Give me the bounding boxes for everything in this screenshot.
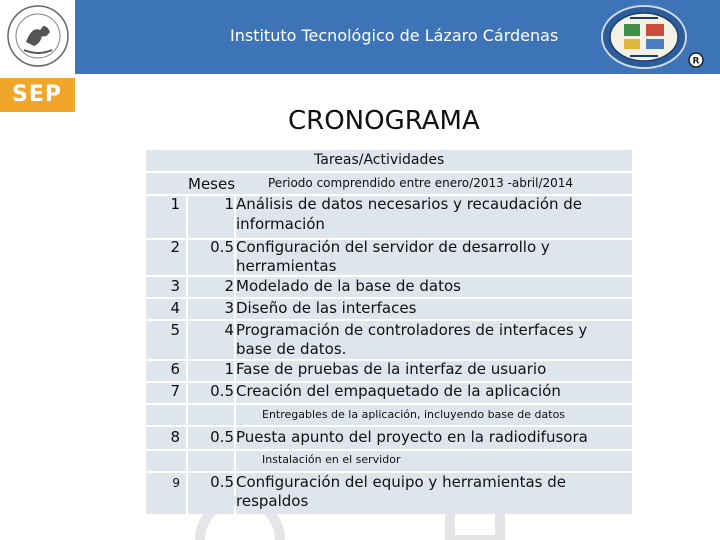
sep-logo-text: SEP	[12, 82, 62, 107]
table-cell	[146, 405, 186, 425]
table-cell	[188, 451, 234, 471]
row-activity: Configuración del servidor de desarrollo y	[236, 238, 550, 256]
section-install: Instalación en el servidor	[262, 453, 401, 466]
row-number: 5	[170, 321, 180, 339]
row-activity: Puesta apunto del proyecto en la radiodifusora	[236, 428, 588, 446]
schedule-table	[146, 150, 632, 514]
institute-logo-icon	[600, 4, 688, 70]
table-header-activities: Tareas/Actividades	[314, 152, 445, 168]
row-duration: 1	[224, 360, 234, 378]
row-activity: Análisis de datos necesarios y recaudación de	[236, 195, 583, 213]
row-duration: 3	[224, 299, 234, 317]
row-duration: 0.5	[210, 382, 234, 400]
row-number: 4	[170, 299, 180, 317]
table-header-period: Periodo comprendido entre enero/2013 -abril/2014	[268, 176, 574, 190]
row-activity-continued: base de datos.	[236, 340, 347, 358]
row-number: 1	[170, 195, 180, 213]
row-duration: 0.5	[210, 428, 234, 446]
sep-logo	[0, 0, 75, 112]
table-cell	[146, 451, 186, 471]
row-activity-continued: información	[236, 215, 325, 233]
mexico-seal-icon	[6, 4, 70, 68]
row-duration: 4	[224, 321, 234, 339]
row-activity-continued: herramientas	[236, 257, 337, 275]
registered-mark-icon	[688, 52, 704, 68]
row-activity: Diseño de las interfaces	[236, 299, 417, 317]
row-activity: Creación del empaquetado de la aplicación	[236, 382, 561, 400]
page-title: CRONOGRAMA	[288, 106, 480, 136]
row-activity: Modelado de la base de datos	[236, 277, 461, 295]
row-activity-continued: respaldos	[236, 492, 309, 510]
row-number: 6	[170, 360, 180, 378]
section-deliverables: Entregables de la aplicación, incluyendo base de datos	[262, 408, 566, 421]
row-activity: Fase de pruebas de la interfaz de usuario	[236, 360, 547, 378]
row-number: 3	[170, 277, 180, 295]
row-number: 9	[172, 476, 180, 490]
row-number: 8	[170, 428, 180, 446]
row-duration: 1	[224, 195, 234, 213]
row-duration: 0.5	[210, 473, 234, 491]
table-header-months: Meses	[188, 175, 236, 193]
svg-text:R: R	[692, 56, 700, 67]
row-duration: 0.5	[210, 238, 234, 256]
row-activity: Programación de controladores de interfaces y	[236, 321, 588, 339]
row-activity: Configuración del equipo y herramientas de	[236, 473, 566, 491]
table-cell	[188, 405, 234, 425]
row-number: 2	[170, 238, 180, 256]
row-duration: 2	[224, 277, 234, 295]
institute-title: Instituto Tecnológico de Lázaro Cárdenas	[230, 26, 559, 45]
row-number: 7	[170, 382, 180, 400]
